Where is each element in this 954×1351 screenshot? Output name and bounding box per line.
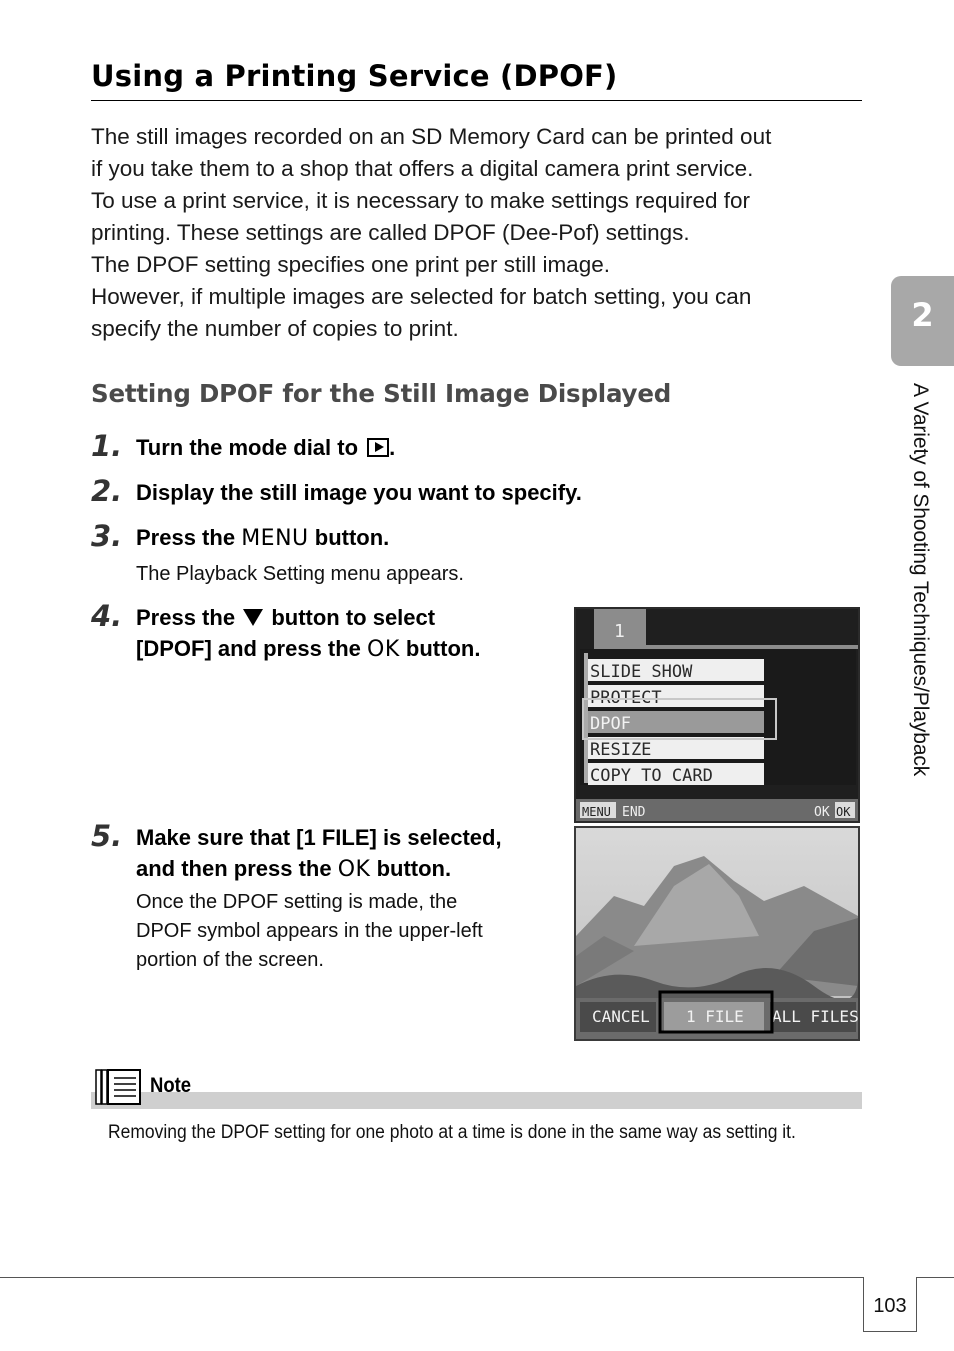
- step-text-end: .: [389, 435, 396, 460]
- menu-key-label: MENU: [582, 805, 611, 819]
- step-number: 5.: [91, 819, 123, 853]
- step-number: 4.: [91, 599, 123, 633]
- note-text: Removing the DPOF setting for one photo at a time is done in the same way as setting it.: [108, 1122, 796, 1143]
- footer-divider: [0, 1277, 954, 1278]
- step-text: and then press the: [136, 856, 332, 881]
- page-title: Using a Printing Service (DPOF): [91, 59, 618, 93]
- page-number: 103: [863, 1277, 917, 1332]
- chapter-number: 2: [911, 296, 934, 334]
- step-number: 3.: [91, 519, 123, 553]
- note-label: Note: [150, 1074, 192, 1097]
- step-4-text: [136, 602, 480, 665]
- down-arrow-icon: [243, 609, 263, 626]
- title-divider: [91, 100, 862, 101]
- step-text: button to select: [271, 605, 436, 630]
- menu-item: RESIZE: [590, 740, 652, 760]
- file-select-screenshot: [574, 826, 860, 1041]
- subtext-line: portion of the screen.: [136, 949, 324, 971]
- menu-item-selected: DPOF: [590, 714, 631, 734]
- step-text: Make sure that [1 FILE] is selected,: [136, 825, 502, 850]
- menu-tab-number: 1: [614, 621, 625, 642]
- all-files-option: ALL FILES: [772, 1007, 859, 1026]
- ok-label: OK: [814, 805, 830, 820]
- step-5-text: [136, 822, 502, 885]
- step-5-subtext: [136, 888, 483, 975]
- note-bar: [91, 1092, 862, 1109]
- step-text-end: button.: [376, 856, 452, 881]
- ok-key-label: OK: [836, 805, 851, 819]
- intro-paragraph: [91, 121, 871, 345]
- step-text-end: button.: [314, 525, 390, 550]
- subtext-line: Once the DPOF setting is made, the: [136, 891, 458, 913]
- menu-item: COPY TO CARD: [590, 766, 713, 786]
- cancel-option: CANCEL: [592, 1007, 650, 1026]
- menu-item: SLIDE SHOW: [590, 662, 693, 682]
- section-heading: Setting DPOF for the Still Image Displayed: [91, 379, 672, 408]
- ok-button-symbol: OK: [367, 637, 400, 662]
- step-3-subtext: The Playback Setting menu appears.: [136, 563, 464, 585]
- step-text: [DPOF] and press the: [136, 636, 361, 661]
- step-text-end: button.: [405, 636, 481, 661]
- step-1-text: [136, 432, 395, 463]
- step-number: 1.: [91, 429, 123, 463]
- step-text: Press the: [136, 525, 236, 550]
- intro-line: To use a print service, it is necessary to make settings required for: [91, 188, 751, 213]
- chapter-label: A Variety of Shooting Techniques/Playback: [909, 383, 932, 777]
- intro-line: The still images recorded on an SD Memory Card can be printed out: [91, 124, 772, 149]
- intro-line: printing. These settings are called DPOF (Dee-Pof) settings.: [91, 220, 690, 245]
- step-3-text: [136, 522, 389, 554]
- end-label: END: [622, 805, 646, 820]
- step-text: Turn the mode dial to: [136, 435, 359, 460]
- step-text: Press the: [136, 605, 236, 630]
- note-icon: [94, 1068, 144, 1108]
- playback-menu-screenshot: [574, 607, 860, 823]
- intro-line: The DPOF setting specifies one print per still image.: [91, 252, 610, 277]
- subtext-line: DPOF symbol appears in the upper-left: [136, 920, 483, 942]
- intro-line: if you take them to a shop that offers a digital camera print service.: [91, 156, 754, 181]
- menu-button-symbol: MENU: [241, 526, 309, 551]
- intro-line: However, if multiple images are selected for batch setting, you can: [91, 284, 752, 309]
- ok-button-symbol: OK: [337, 857, 371, 882]
- playback-mode-icon: [367, 438, 389, 457]
- step-2-text: Display the still image you want to specify.: [136, 480, 582, 505]
- step-number: 2.: [91, 474, 123, 508]
- intro-line: specify the number of copies to print.: [91, 316, 459, 341]
- one-file-option: 1 FILE: [686, 1007, 744, 1026]
- menu-item: PROTECT: [590, 688, 662, 708]
